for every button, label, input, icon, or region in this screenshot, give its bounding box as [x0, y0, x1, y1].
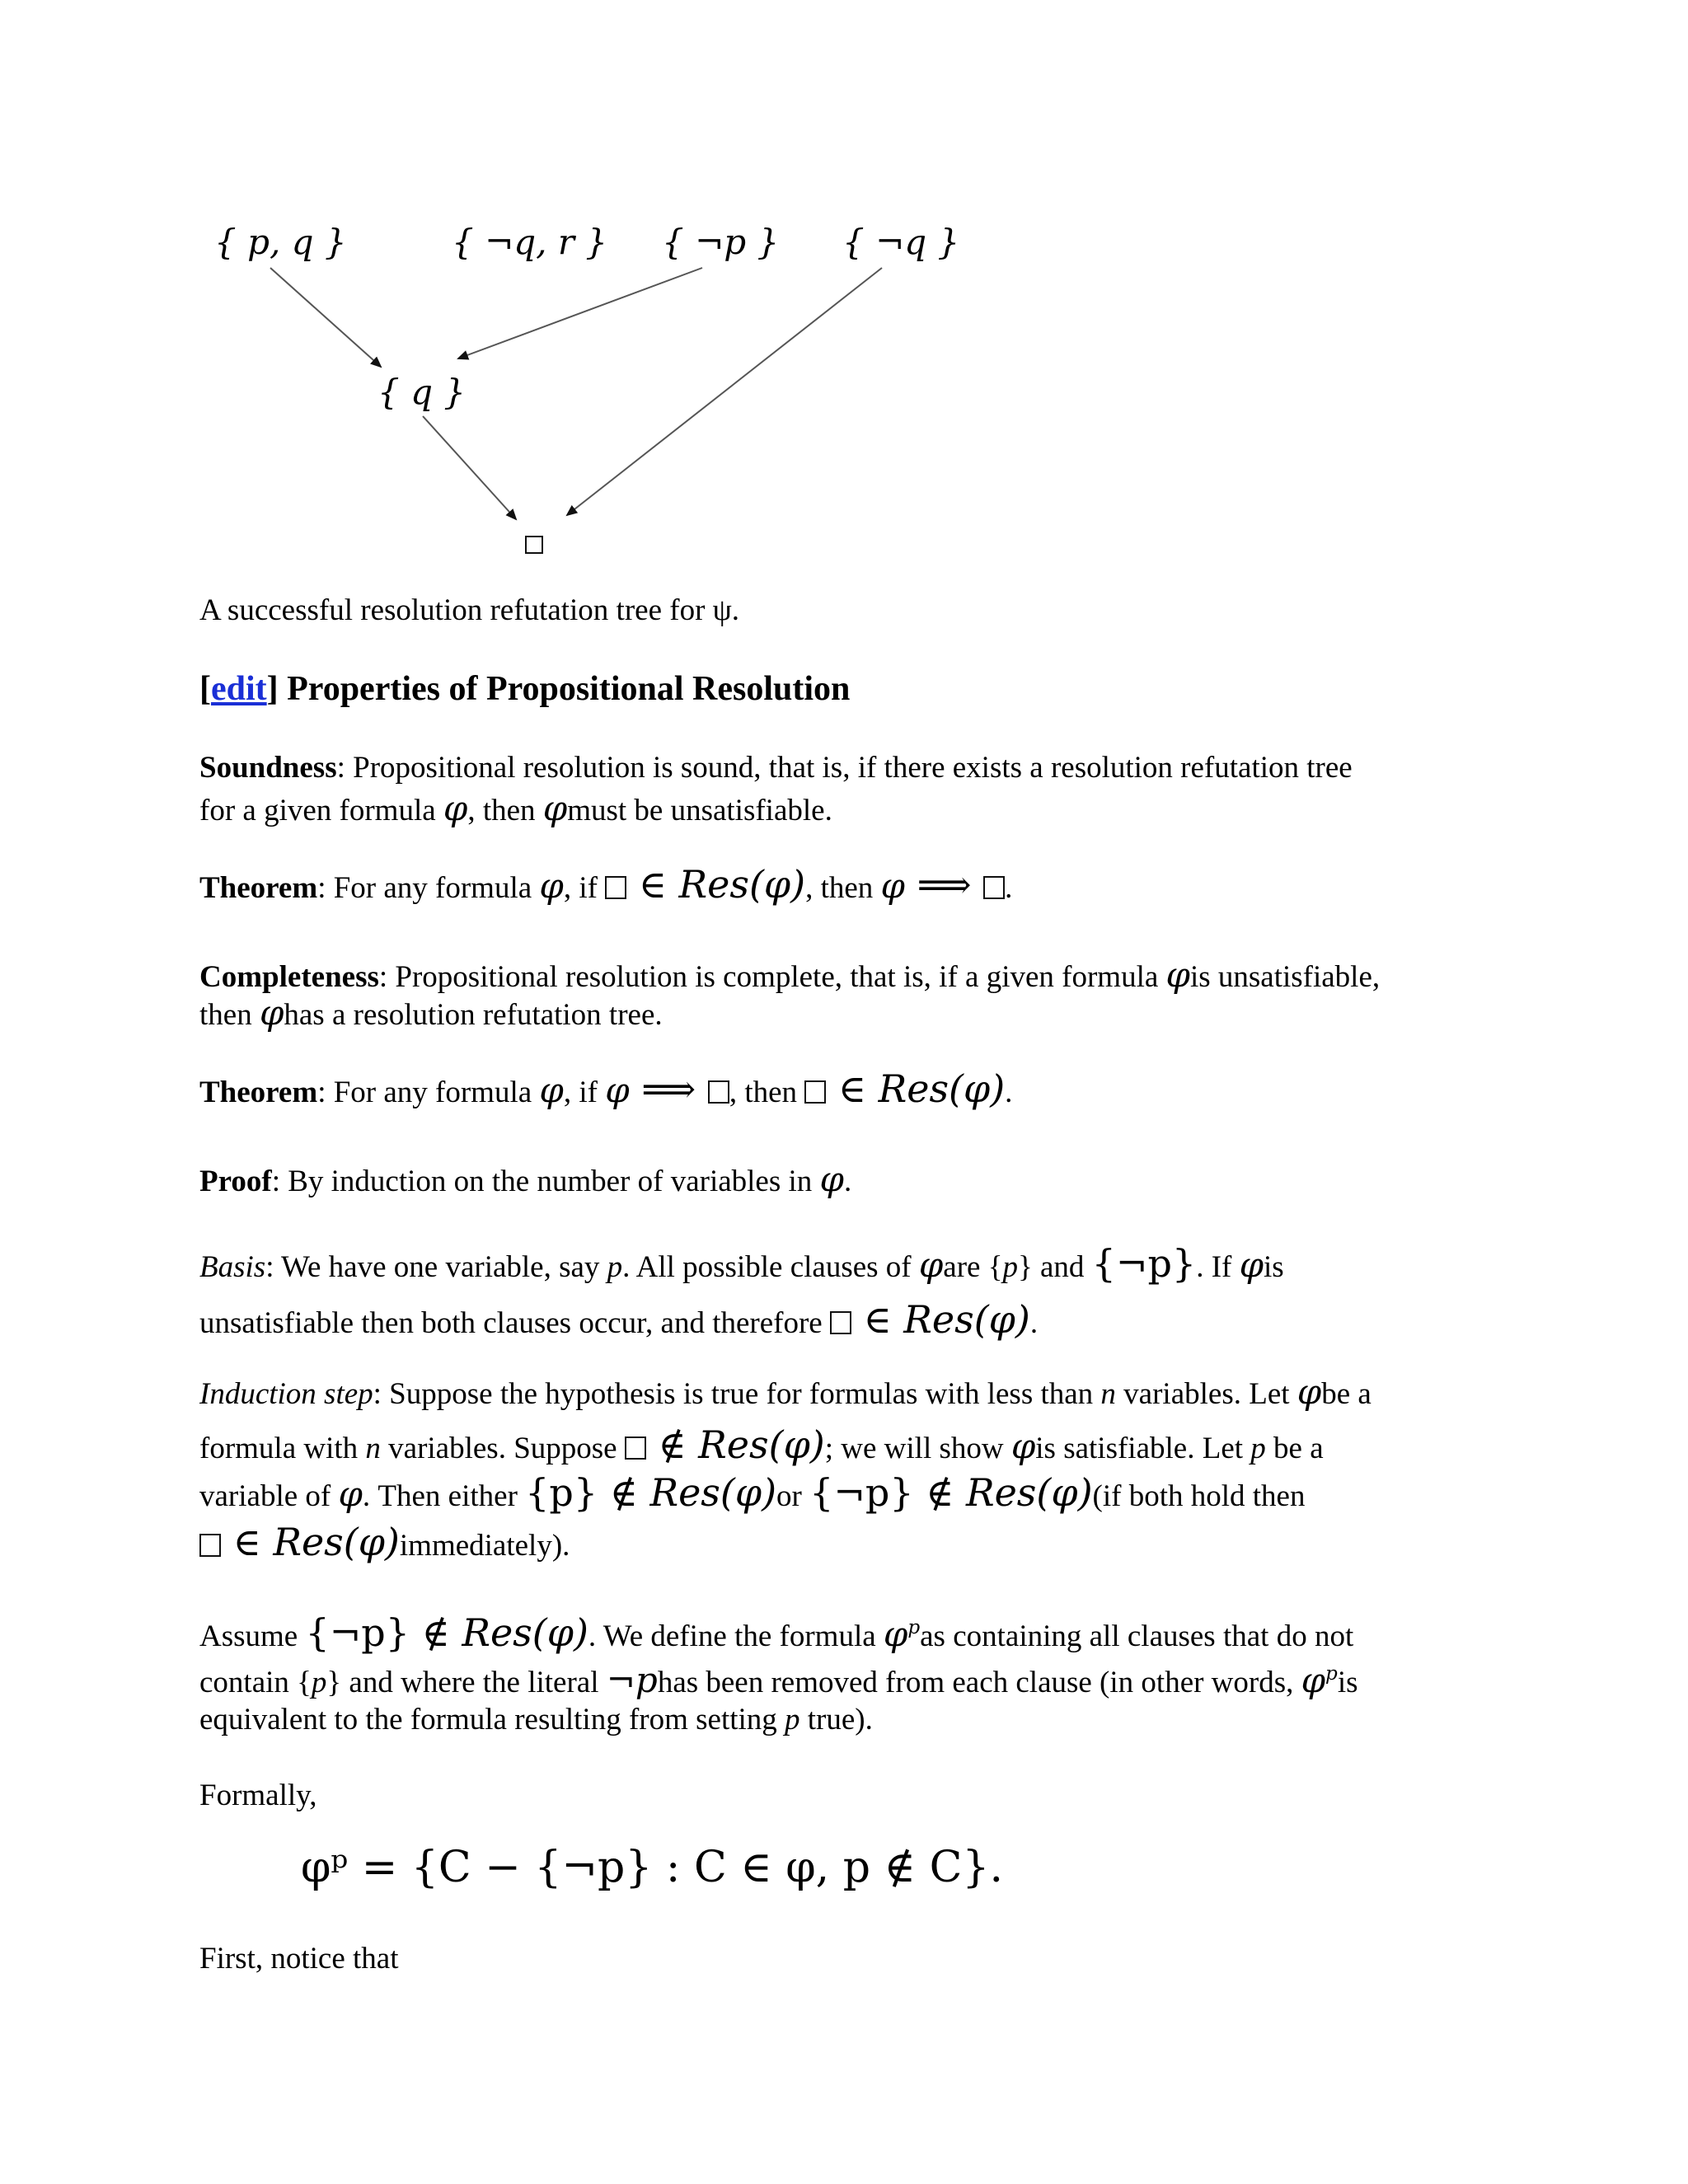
edit-link[interactable]: edit — [211, 670, 267, 708]
empty-clause-symbol — [830, 1311, 851, 1334]
arrow-np-to-q — [458, 268, 702, 359]
completeness-label: Completeness — [199, 960, 379, 994]
basis-line-2: unsatisfiable then both clauses occur, and therefore ∈ Res(φ). — [199, 1297, 1039, 1342]
clause-p-q: { p, q } — [214, 222, 347, 262]
tree-arrows — [190, 210, 981, 573]
empty-clause-box — [525, 536, 543, 554]
basis-label: Basis — [199, 1250, 266, 1284]
theorem-completeness: Theorem: For any formula φ, if φ ⟹ , then ∈ Res(φ). — [199, 1066, 1013, 1111]
empty-clause-symbol — [983, 876, 1005, 899]
basis-line-1: Basis: We have one variable, say p. All possible clauses of φare {p} and {¬p}. If φis — [199, 1241, 1284, 1286]
assume-line-2: contain {p} and where the literal ¬phas been removed from each clause (in other words, $\varphi^pis$ — [199, 1660, 1358, 1700]
section-title: Properties of Propositional Resolution — [287, 670, 851, 708]
arrow-pq-to-q — [270, 268, 381, 367]
completeness-line-2: then φhas a resolution refutation tree. — [199, 992, 663, 1033]
induction-line-1: Induction step: Suppose the hypothesis is true for formulas with less than n variables. Let φbe a — [199, 1371, 1372, 1412]
empty-clause-symbol — [625, 1436, 646, 1460]
soundness-line-1: Soundness: Propositional resolution is sound, that is, if there exists a resolution refutation tree — [199, 751, 1353, 785]
empty-clause-symbol — [199, 1534, 221, 1557]
assume-line-3: equivalent to the formula resulting from setting p true). — [199, 1703, 873, 1736]
clause-not-p: { ¬p } — [662, 222, 780, 262]
first-notice-line: First, notice that — [199, 1942, 399, 1975]
soundness-label: Soundness — [199, 751, 337, 785]
clause-not-q: { ¬q } — [842, 222, 960, 262]
arrow-q-to-empty — [423, 416, 516, 519]
proof-label: Proof — [199, 1165, 272, 1198]
induction-line-4: ∈ Res(φ)immediately). — [199, 1523, 570, 1561]
induction-line-3: variable of φ. Then either {p} ∉ Res(φ)or {¬p} ∉ Res(φ)(if both hold then — [199, 1470, 1306, 1515]
proof-line: Proof: By induction on the number of variables in φ. — [199, 1159, 852, 1199]
resolution-tree-diagram — [190, 210, 981, 573]
clause-not-q-r: { ¬q, r } — [452, 222, 607, 262]
section-heading: [edit] Properties of Propositional Resolution — [199, 670, 851, 708]
empty-clause-symbol — [804, 1080, 826, 1104]
soundness-line-2: for a given formula φ, then φmust be unsatisfiable. — [199, 788, 832, 828]
diagram-caption: A successful resolution refutation tree for ψ. — [199, 593, 740, 627]
assume-line-1: Assume {¬p} ∉ Res(φ). We define the formula $\varphi^pas$ containing all clauses that do not — [199, 1610, 1354, 1655]
formally-label: Formally, — [199, 1779, 317, 1812]
clause-q: { q } — [377, 372, 467, 412]
theorem-soundness: Theorem: For any formula φ, if ∈ Res(φ), then φ ⟹ . — [199, 862, 1013, 907]
arrow-nq-to-empty — [567, 268, 882, 515]
completeness-line-1: Completeness: Propositional resolution is complete, that is, if a given formula φis unsatisfiable, — [199, 954, 1381, 995]
empty-clause-symbol — [605, 876, 626, 899]
theorem-label: Theorem — [199, 871, 318, 905]
empty-clause-symbol — [708, 1080, 729, 1104]
formal-definition-equation: φᵖ = {C − {¬p} : C ∈ φ, p ∉ C}. — [301, 1843, 1003, 1892]
induction-line-2: formula with n variables. Suppose ∉ Res(φ); we will show φis satisfiable. Let p be a — [199, 1422, 1324, 1467]
induction-label: Induction step — [199, 1377, 373, 1411]
